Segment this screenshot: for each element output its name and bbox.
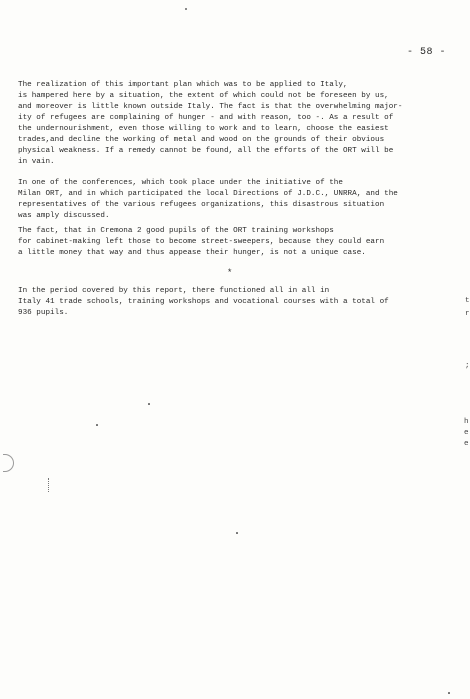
paragraph-4-line-3: 936 pupils.: [18, 309, 69, 317]
paragraph-1-line-2: is hampered here by a situation, the extent of which could not be foreseen by us,: [18, 92, 389, 100]
page-number: - 58 -: [407, 47, 447, 58]
scan-speck: [448, 692, 450, 694]
paragraph-1-line-8: in vain.: [18, 158, 55, 166]
paragraph-3-line-2: for cabinet-making left those to become street-sweepers, because they could earn: [18, 238, 385, 246]
section-separator: *: [227, 268, 233, 278]
paragraph-2-line-2: Milan ORT, and in which participated the local Directions of J.D.C., UNRRA, and the: [18, 190, 398, 198]
scan-speck: [236, 532, 238, 534]
paragraph-3-line-3: a little money that way and thus appease their hunger, is not a unique case.: [18, 249, 366, 257]
paragraph-4-line-2: Italy 41 trade schools, training workshops and vocational courses with a total of: [18, 298, 389, 306]
margin-mark-5: e: [464, 429, 469, 437]
paragraph-4-line-1: In the period covered by this report, there functioned all in all in: [18, 287, 330, 295]
paragraph-1-line-7: physical weakness. If a remedy cannot be found, all the efforts of the ORT will be: [18, 147, 394, 155]
paragraph-1-line-6: trades,and decline the working of metal and wood on the grounds of their obvious: [18, 136, 385, 144]
paragraph-3-line-1: The fact, that in Cremona 2 good pupils of the ORT training workshops: [18, 227, 334, 235]
margin-mark-3: ;: [465, 362, 470, 370]
scan-dots: [48, 478, 52, 492]
paragraph-1-line-1: The realization of this important plan which was to be applied to Italy,: [18, 81, 348, 89]
paragraph-1-line-4: ity of refugees are complaining of hunger - and with reason, too -. As a result of: [18, 114, 394, 122]
margin-mark-6: e: [464, 440, 469, 448]
paragraph-2-line-1: In one of the conferences, which took place under the initiative of the: [18, 179, 343, 187]
scan-speck: [185, 8, 187, 10]
scan-speck: [96, 424, 98, 426]
paragraph-2-line-3: representatives of the various refugees organizations, this disastrous situation: [18, 201, 385, 209]
punch-hole-mark: [3, 454, 14, 472]
paragraph-1-line-5: the undernourishment, even those willing to work and to learn, choose the easiest: [18, 125, 389, 133]
paragraph-1-line-3: and moreover is little known outside Italy. The fact is that the overwhelming major-: [18, 103, 403, 111]
margin-mark-1: t: [465, 297, 470, 305]
margin-mark-2: r: [465, 310, 470, 318]
scan-speck: [148, 403, 150, 405]
margin-mark-4: h: [464, 418, 469, 426]
paragraph-2-line-4: was amply discussed.: [18, 212, 110, 220]
